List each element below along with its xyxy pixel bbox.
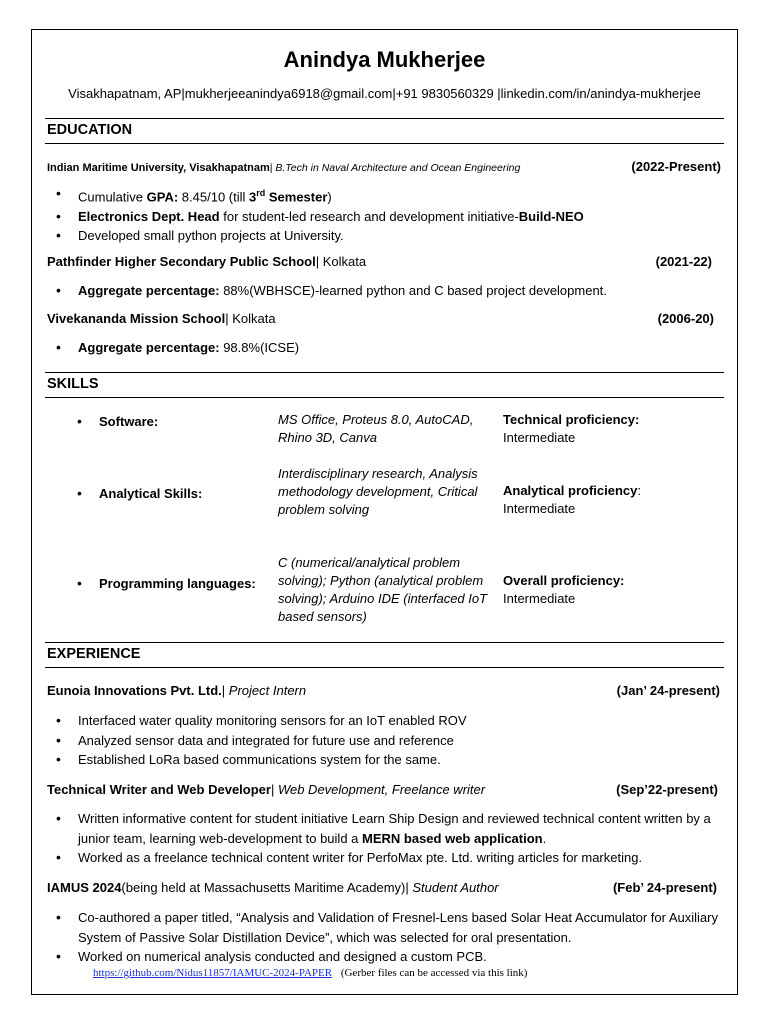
role: Project Intern: [228, 683, 307, 698]
skill-tools: MS Office, Proteus 8.0, AutoCAD, Rhino 3D, Canva: [278, 412, 474, 445]
skill-label: Software:: [99, 414, 159, 429]
section-rule: [45, 143, 724, 144]
institution: Vivekananda Mission School: [47, 311, 226, 326]
skill-proficiency: Technical proficiency: Intermediate: [503, 412, 640, 445]
list-item: • Aggregate percentage: 98.8%(ICSE): [32, 338, 299, 358]
section-rule: [45, 397, 724, 398]
skill-tools: C (numerical/analytical problem solving); Python (analytical problem solving); Arduino IDE (interfaced IoT based sensors): [278, 555, 488, 624]
resume-page: [31, 29, 738, 995]
skill-label: Analytical Skills:: [99, 486, 203, 501]
list-item: • Aggregate percentage: 88%(WBHSCE)-learned python and C based project development.: [32, 281, 607, 301]
education-entry-pathfinder: Pathfinder Higher Secondary Public School| Kolkata (2021-22): [47, 254, 712, 269]
list-item: • Worked on numerical analysis conducted and designed a custom PCB.: [32, 947, 722, 967]
experience-bullets-eunoia: [32, 711, 467, 770]
date: (Jan’ 24-present): [616, 683, 720, 698]
date: (Sep’22-present): [616, 782, 718, 797]
skill-proficiency: Overall proficiency: Intermediate: [503, 573, 625, 606]
experience-bullets-technical-writer: [32, 809, 722, 868]
skills-heading: SKILLS: [47, 376, 99, 392]
bullet-icon: •: [77, 485, 82, 501]
date: (Feb’ 24-present): [612, 880, 717, 895]
date: (2006-20): [657, 311, 714, 326]
experience-entry-technical-writer: Technical Writer and Web Developer| Web Development, Freelance writer (Sep’22-present): [47, 782, 718, 797]
github-link-line: [93, 967, 527, 979]
section-rule: [45, 372, 724, 373]
education-entry-vivekananda: Vivekananda Mission School| Kolkata (2006-20): [47, 311, 714, 326]
list-item: • Interfaced water quality monitoring sensors for an IoT enabled ROV: [32, 711, 467, 731]
education-entry-imu: Indian Maritime University, Visakhapatnam| B.Tech in Naval Architecture and Ocean Engineering (2022-Present): [47, 159, 721, 174]
skill-tools: Interdisciplinary research, Analysis methodology development, Critical problem solving: [278, 466, 478, 517]
section-rule: [45, 667, 724, 668]
organization: Technical Writer and Web Developer: [47, 782, 271, 797]
education-bullets-imu: [32, 184, 584, 246]
list-item: • Established LoRa based communications system for the same.: [32, 750, 467, 770]
experience-entry-iamus: IAMUS 2024(being held at Massachusetts Maritime Academy)| Student Author (Feb’ 24-present): [47, 880, 717, 895]
list-item: • Analyzed sensor data and integrated for future use and reference: [32, 731, 467, 751]
list-item: • Co-authored a paper titled, “Analysis and Validation of Fresnel-Lens based Solar Heat Accumulator for Auxiliary System of Passive Solar Distillation Device”, which was selected for oral presentation.: [32, 908, 722, 947]
contact-line: Visakhapatnam, AP|mukherjeeanindya6918@gmail.com|+91 9830560329 |linkedin.com/in/anindya-mukherjee: [68, 86, 701, 101]
skill-label: Programming languages:: [99, 576, 256, 591]
date: (2021-22): [655, 254, 712, 269]
role: Student Author: [412, 880, 499, 895]
skill-proficiency: Analytical proficiency: Intermediate: [503, 483, 642, 516]
list-item: • Worked as a freelance technical content writer for PerfoMax pte. Ltd. writing articles for marketing.: [32, 848, 722, 868]
degree: B.Tech in Naval Architecture and Ocean Engineering: [275, 162, 521, 174]
candidate-name: Anindya Mukherjee: [283, 47, 486, 72]
organization: Eunoia Innovations Pvt. Ltd.: [47, 683, 222, 698]
experience-entry-eunoia: Eunoia Innovations Pvt. Ltd.| Project Intern (Jan’ 24-present): [47, 683, 720, 698]
institution: Pathfinder Higher Secondary Public School: [47, 254, 316, 269]
list-item: • Cumulative GPA: 8.45/10 (till 3rd Semester): [32, 184, 584, 207]
list-item: • Written informative content for student initiative Learn Ship Design and reviewed technical content written by a junior team, learning web-development to build a MERN based web application.: [32, 809, 722, 848]
education-bullets-vivekananda: [32, 338, 299, 358]
role: Web Development, Freelance writer: [277, 782, 486, 797]
bullet-icon: •: [77, 413, 82, 429]
github-paper-link[interactable]: https://github.com/Nidus11857/IAMUC-2024-PAPER: [93, 967, 333, 979]
experience-bullets-iamus: [32, 908, 722, 967]
experience-heading: EXPERIENCE: [47, 646, 141, 662]
date: (2022-Present): [631, 159, 721, 174]
education-bullets-pathfinder: [32, 281, 607, 301]
list-item: • Developed small python projects at University.: [32, 226, 584, 246]
bullet-icon: •: [77, 575, 82, 591]
section-rule: [45, 118, 724, 119]
section-rule: [45, 642, 724, 643]
education-heading: EDUCATION: [47, 122, 133, 138]
link-note: (Gerber files can be accessed via this link): [340, 967, 528, 979]
institution: Indian Maritime University, Visakhapatnam: [47, 162, 270, 174]
list-item: • Electronics Dept. Head for student-led research and development initiative-Build-NEO: [32, 207, 584, 227]
organization: IAMUS 2024: [47, 880, 122, 895]
